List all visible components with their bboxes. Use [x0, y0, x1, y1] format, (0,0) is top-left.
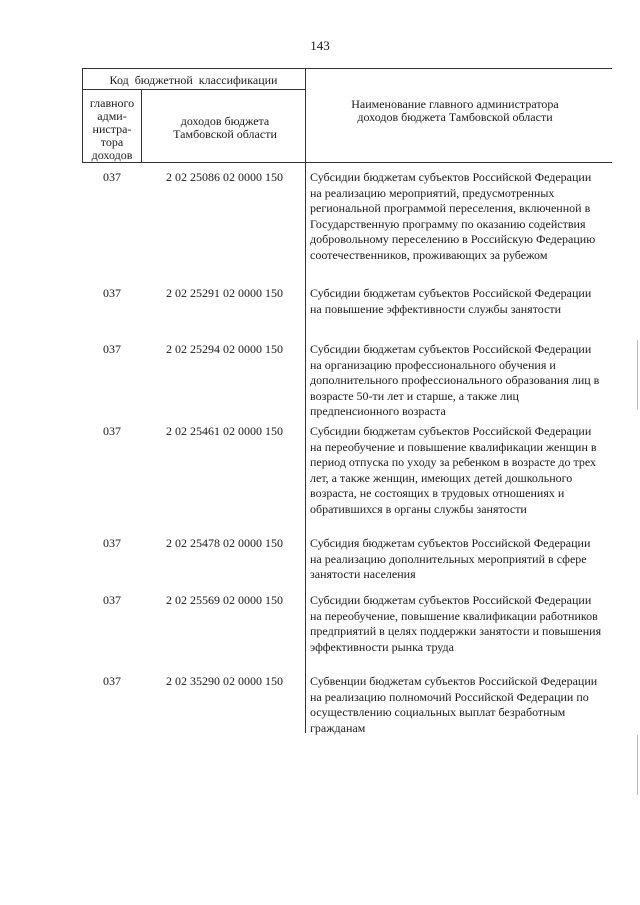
administrator-name-cell: Субсидии бюджетам субъектов Российской Федерации на переобучение и повышение квалификации женщин в период отпуска по уходу за ребенком в возрасте до трех лет, а также женщин, имеющих детей дошкольного возраста, не состоящих в трудовых отношениях и обратившихся в органы службы занятости [310, 424, 597, 516]
admin-code-cell: 037 [103, 342, 121, 356]
header-code-label: доходов бюджета Тамбовской области [173, 114, 277, 141]
header-name-label: Наименование главного администратора доходов бюджета Тамбовской области [351, 97, 559, 124]
header-bottom-border [82, 162, 612, 163]
administrator-name-cell: Субсидии бюджетам субъектов Российской Федерации на организацию профессионального обучения и дополнительного профессионального образования лиц в возрасте 50-ти лет и старше, а также лиц предпенсионного возраста [310, 342, 600, 418]
header-group-divider [82, 89, 305, 90]
budget-code-cell: 2 02 25291 02 0000 150 [166, 286, 283, 300]
budget-code-cell: 2 02 25478 02 0000 150 [166, 536, 283, 550]
administrator-name-cell: Субвенции бюджетам субъектов Российской Федерации на реализацию полномочий Российской Федерации по осуществлению социальных выплат безработным гражданам [310, 674, 598, 735]
scan-edge-mark [637, 735, 638, 795]
budget-code-cell: 2 02 35290 02 0000 150 [166, 674, 283, 688]
admin-code-cell: 037 [103, 536, 121, 550]
budget-code-cell: 2 02 25461 02 0000 150 [166, 424, 283, 438]
admin-code-cell: 037 [103, 593, 121, 607]
administrator-name-cell: Субсидии бюджетам субъектов Российской Федерации на повышение эффективности службы занятости [310, 286, 592, 316]
budget-code-cell: 2 02 25086 02 0000 150 [166, 170, 283, 184]
administrator-name-cell: Субсидии бюджетам субъектов Российской Федерации на реализацию мероприятий, предусмотренных региональной программой переселения, включенной в Государственную программу по оказанию содействия добровольному переселению в Российскую Федерацию соотечественников, проживающих за рубежом [310, 170, 596, 262]
header-admin-label: главного адми-нистра-тора доходов [89, 96, 135, 162]
budget-code-cell: 2 02 25294 02 0000 150 [166, 342, 283, 356]
admin-code-cell: 037 [103, 424, 121, 438]
code-name-divider [305, 68, 306, 733]
header-group-label: Код бюджетной классификации [109, 73, 278, 87]
page-number: 143 [310, 38, 330, 53]
scan-edge-mark [637, 340, 638, 410]
admin-code-divider [141, 89, 142, 163]
administrator-name-cell: Субсидия бюджетам субъектов Российской Федерации на реализацию дополнительных мероприятий в сфере занятости населения [310, 536, 591, 581]
budget-code-cell: 2 02 25569 02 0000 150 [166, 593, 283, 607]
table-top-border [82, 68, 612, 69]
admin-code-cell: 037 [103, 170, 121, 184]
administrator-name-cell: Субсидии бюджетам субъектов Российской Федерации на переобучение, повышение квалификации работников предприятий в целях поддержки занятости и повышения эффективности рынка труда [310, 593, 602, 654]
admin-code-cell: 037 [103, 286, 121, 300]
admin-code-cell: 037 [103, 674, 121, 688]
